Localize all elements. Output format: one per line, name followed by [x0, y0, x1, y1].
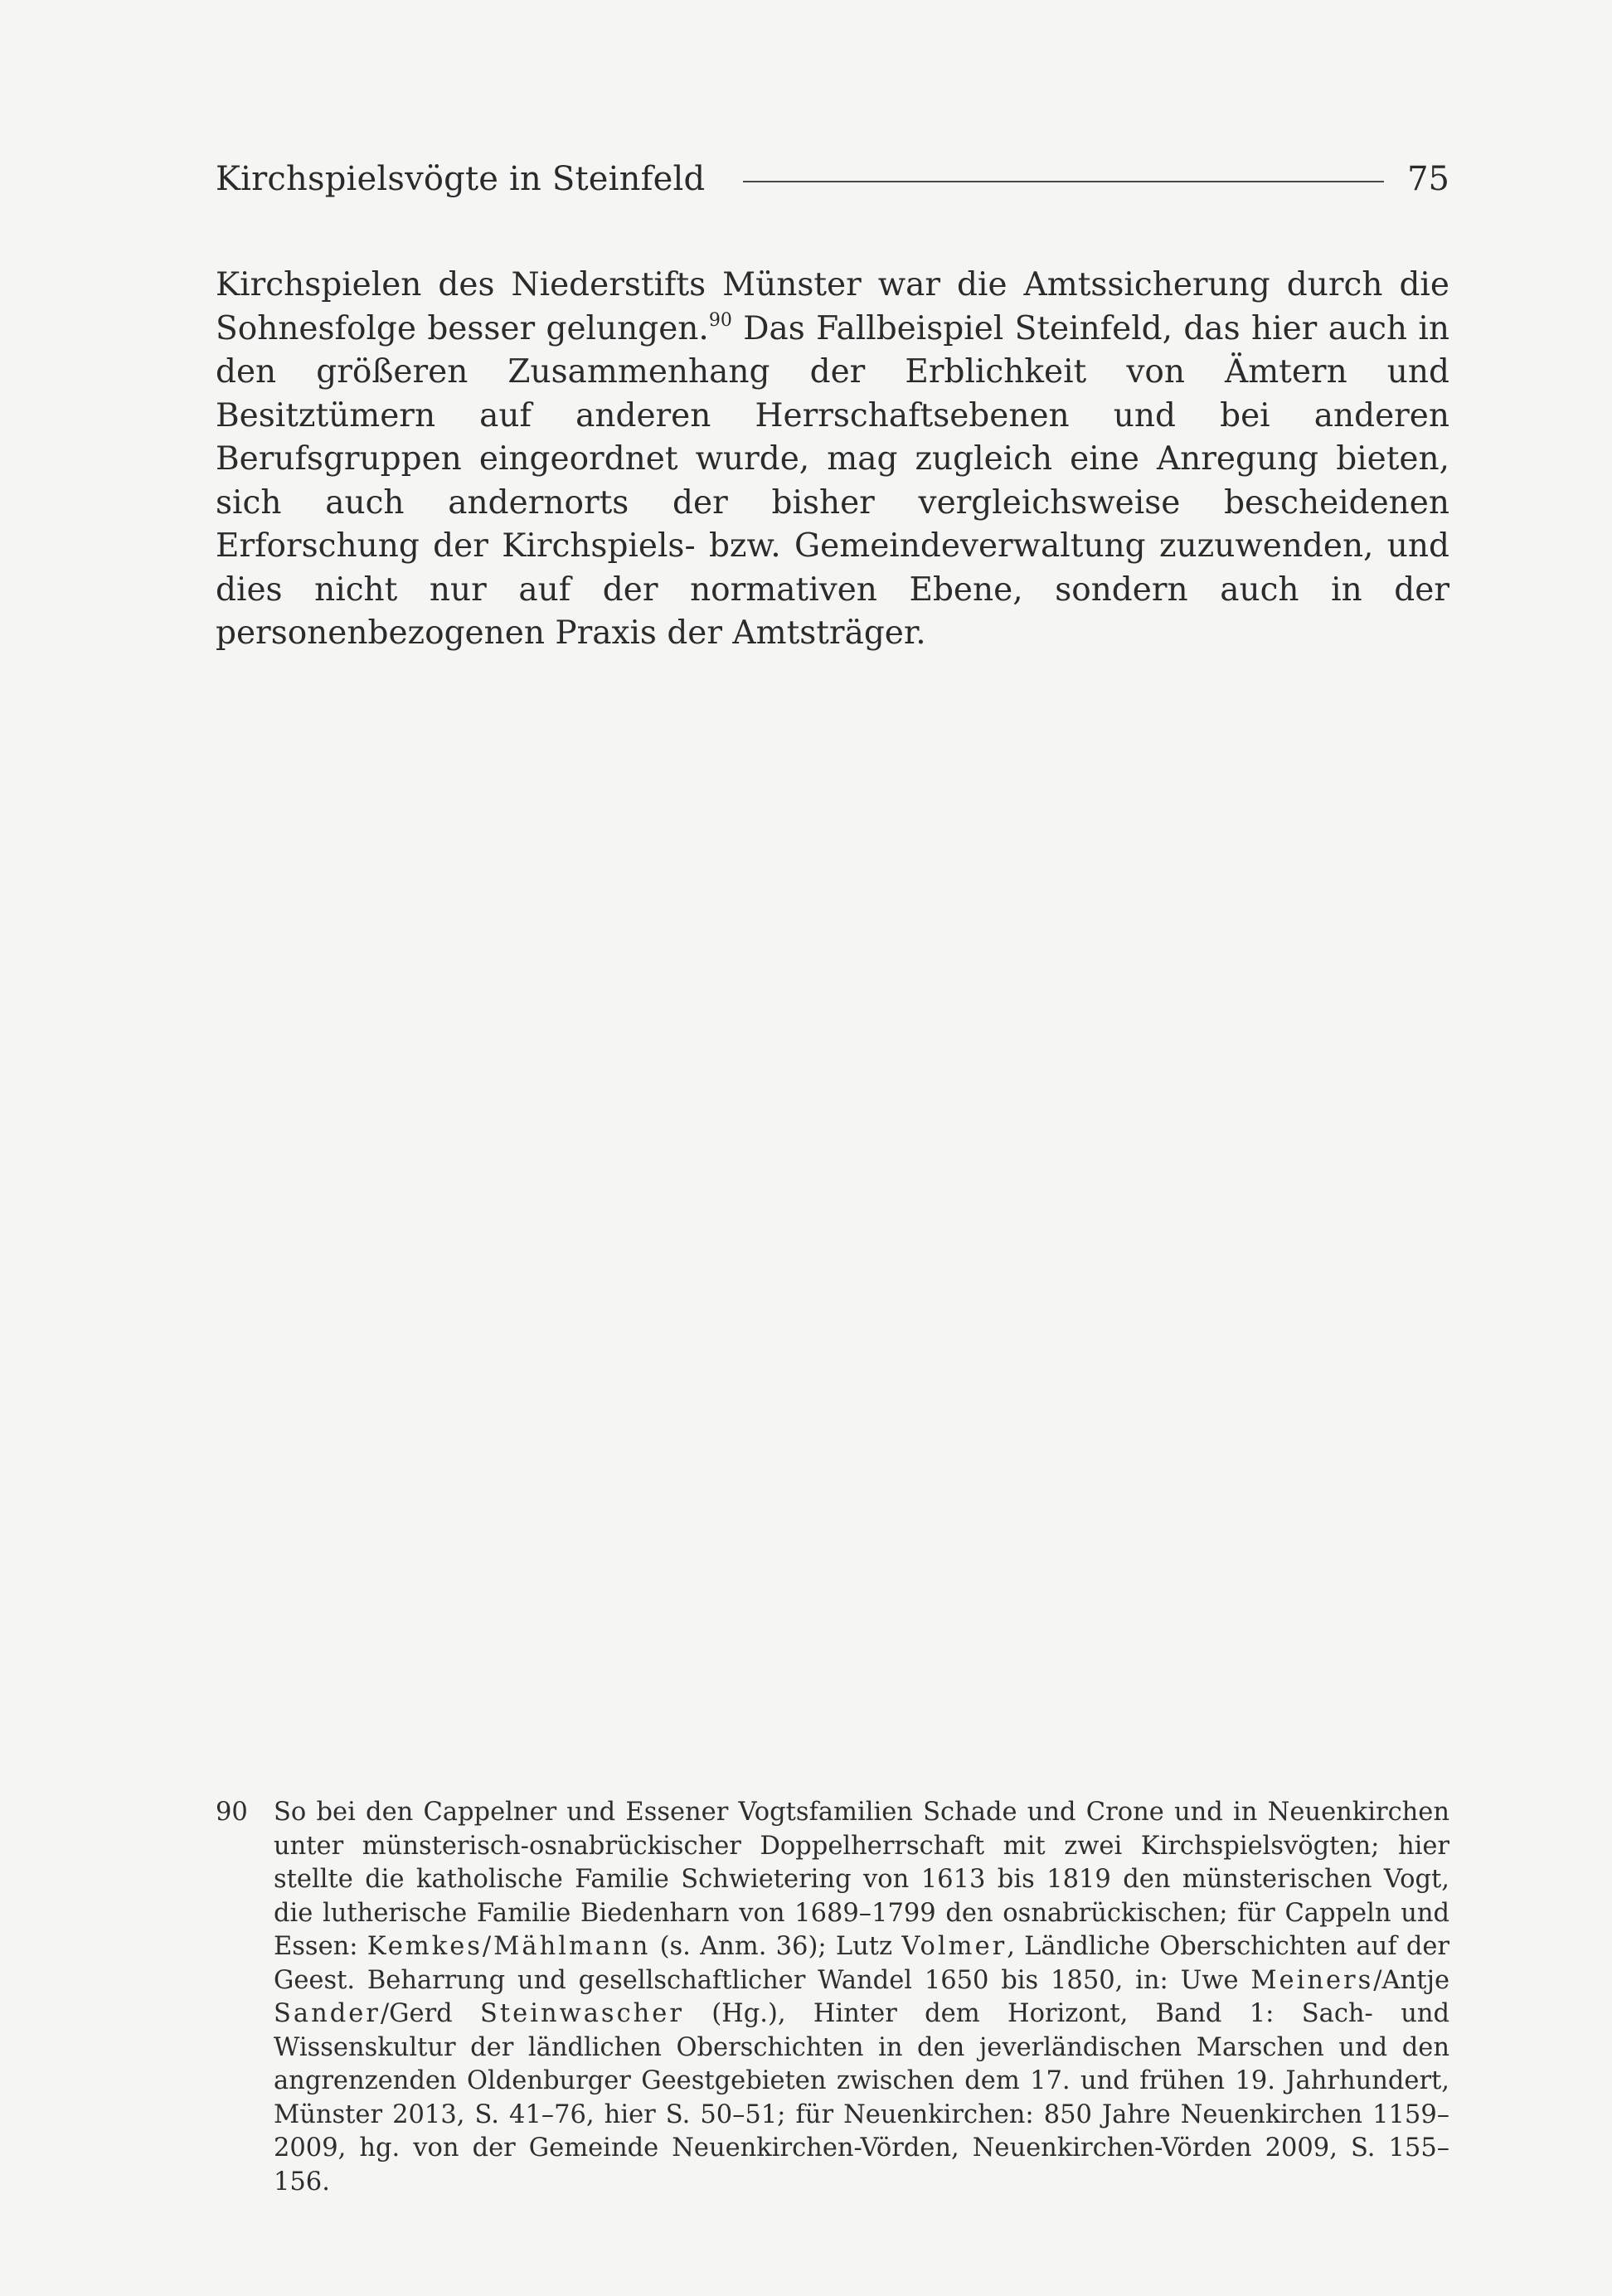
footnote-text-3: , Ländliche Oberschichten auf der Geest. Beharrung und gesellschaftlicher Wandel 1650 bis 1850, in: Uwe: [274, 1932, 1450, 1995]
header-rule: [743, 181, 1384, 182]
footnote-number: 90: [216, 1798, 248, 1827]
footnote-text-6: (Hg.), Hinter dem Horizont, Band 1: Sach- und Wissenskultur der ländlichen Oberschichten in den jeverländischen Marschen und den angrenzenden Oldenburger Geestgebieten zwischen dem 17. und frühen 19. Jahrhundert, Münster 2013, S. 41–76, hier S. 50–51; für Neuenkirchen: 850 Jahre Neuenkirchen 1159–2009, hg. von der Gemeinde Neuenkirchen-Vörden, Neuenkirchen-Vörden 2009, S. 155–156.: [274, 1999, 1449, 2196]
author-steinwascher: Steinwascher: [480, 1999, 684, 2028]
body-paragraph: [216, 264, 1449, 656]
author-meiners: Meiners: [1250, 1965, 1374, 1995]
footnote-text-4: /Antje: [1373, 1965, 1449, 1995]
author-sander: Sander: [274, 1999, 381, 2028]
footnote-text-5: /Gerd: [380, 1999, 481, 2028]
footnote-text-1: So bei den Cappelner und Essener Vogtsfamilien Schade und Crone und in Neuenkirchen unter münsterisch-osnabrückischer Doppelherrschaft mit zwei Kirchspielsvögten; hier stellte die katholische Familie Schwietering von 1613 bis 1819 den münsterischen Vogt, die lutherische Familie Biedenharn von 1689–1799 den osnabrückischen; für Cappeln und Essen:: [274, 1798, 1449, 1961]
body-text-part-1: Kirchspielen des Niederstifts Münster war die Amtssicherung durch die Sohnesfolge besser gelungen.: [216, 266, 1449, 347]
author-kemkes-maehlmann: Kemkes/Mählmann: [367, 1932, 651, 1961]
footnote-text: [274, 1796, 1449, 2199]
author-volmer: Volmer: [901, 1932, 1007, 1961]
running-header: [216, 154, 1449, 204]
body-text-part-2: Das Fallbeispiel Steinfeld, das hier auch in den größeren Zusammenhang der Erblichkeit von Ämtern und Besitztümern auf anderen Herrschaftsebenen und bei anderen Berufsgruppen eingeordnet wurde, mag zugleich eine Anregung bieten, sich auch andernorts der bisher vergleichsweise bescheidenen Erforschung der Kirchspiels- bzw. Gemeindeverwaltung zuzuwenden, und dies nicht nur auf der normativen Ebene, sondern auch in der personenbezogenen Praxis der Amtsträger.: [216, 309, 1449, 652]
footnote-text-2: (s. Anm. 36); Lutz: [650, 1932, 902, 1961]
footnote-reference[interactable]: 90: [708, 309, 732, 331]
footnote-90: [216, 1796, 1449, 2199]
running-title: Kirchspielsvögte in Steinfeld: [216, 160, 706, 198]
page-number: 75: [1407, 160, 1449, 198]
